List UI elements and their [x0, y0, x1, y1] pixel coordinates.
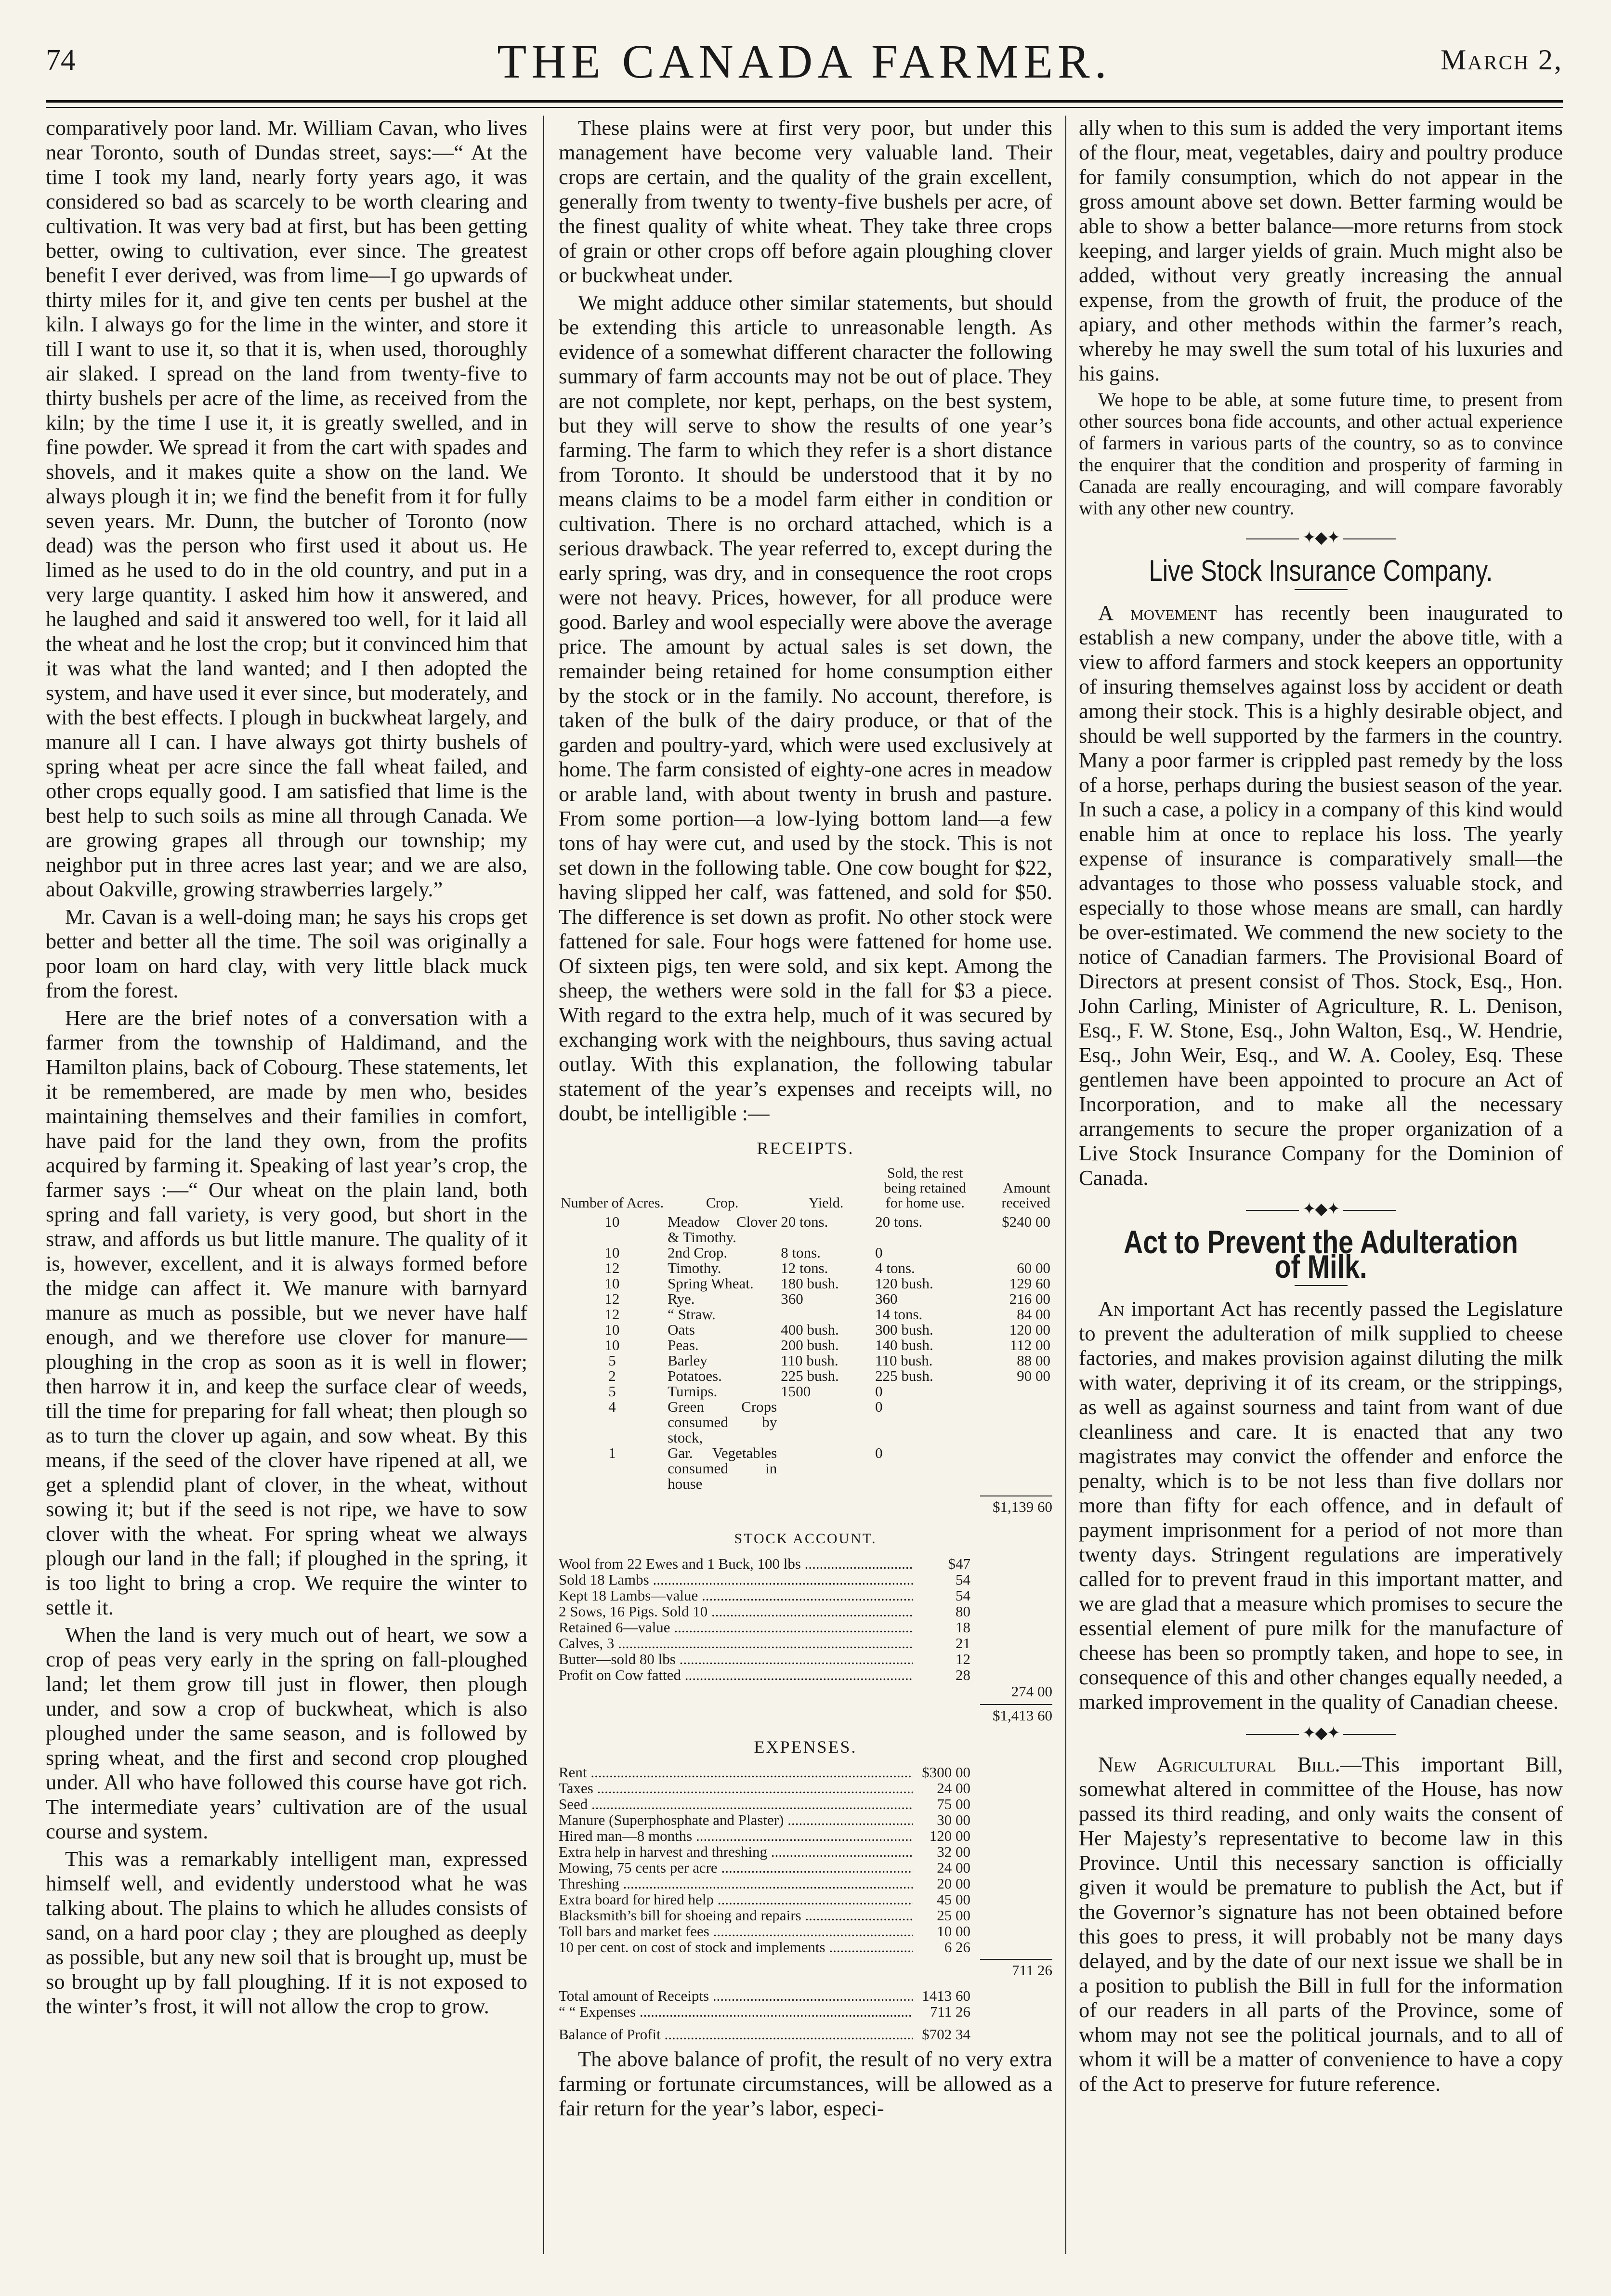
receipts-cell: 200 bush.: [781, 1337, 839, 1353]
expense-row: [559, 1780, 1052, 1796]
receipts-cell: 12: [604, 1260, 620, 1276]
page-number: 74: [46, 44, 76, 77]
stock-amount: 28: [956, 1666, 970, 1683]
article-paragraph: This was a remarkably intelligent man, expressed himself well, and evidently understood what he was talking about. The plains to which he alludes consists of sand, on a hard poor clay ; they are ploughed as deeply as possible, but any new soil that is brought up, must be so brought up by fall ploughing. If it is not exposed to the winter’s frost, it will not allow the crop to grow.: [46, 1847, 527, 2018]
receipts-row: [559, 1384, 1052, 1399]
receipts-cell: 10: [604, 1337, 620, 1353]
receipts-row: [559, 1445, 1052, 1492]
expense-row: [559, 1939, 1052, 1955]
section-heading-insurance: Live Stock Insurance Company.: [1149, 554, 1493, 588]
receipts-cell: 2: [608, 1367, 616, 1384]
receipts-cell: 20 tons.: [781, 1213, 828, 1230]
receipts-row: [559, 1245, 1052, 1260]
heading-rule: [1295, 1285, 1348, 1286]
expense-amount: 30 00: [937, 1811, 970, 1828]
receipts-cell: Turnips.: [668, 1383, 718, 1400]
receipts-cell: 5: [608, 1352, 616, 1369]
stock-amount: 21: [956, 1635, 970, 1652]
expense-row: [559, 1764, 1052, 1780]
receipts-table: [559, 1166, 1052, 1492]
receipts-cell: [977, 1245, 1052, 1260]
receipts-cell: Rye.: [668, 1290, 695, 1307]
receipts-cell: 140 bush.: [875, 1337, 933, 1353]
receipts-cell: 2nd Crop.: [668, 1244, 728, 1261]
article-paragraph: We hope to be able, at some future time, to present from other sources bona fide accounts, and other actual experience of farmers in various parts of the country, so as to convince the enquirer that the condition and prosperity of farming in Canada are really encouraging, and will compare favorably with any other new country.: [1079, 389, 1563, 519]
stock-row: [559, 1651, 1052, 1667]
receipts-cell: 0: [875, 1398, 883, 1415]
receipts-cell: 90 00: [1017, 1367, 1050, 1384]
receipts-cell: 180 bush.: [781, 1275, 839, 1292]
expense-label: Extra board for hired help .....: [559, 1891, 913, 1907]
receipts-row: [559, 1353, 1052, 1368]
col-header-crop: Crop.: [706, 1195, 739, 1211]
receipts-cell: 225 bush.: [781, 1367, 839, 1384]
receipts-cell: “ Straw.: [668, 1306, 716, 1323]
stock-row: [559, 1667, 1052, 1683]
article-paragraph: We might adduce other similar statements, but should be extending this article to unreasonable length. As evidence of a somewhat different character the following summary of farm accounts may not be out of place. They are not complete, nor kept, perhaps, on the best system, but they will serve to show the results of one year’s farming. The farm to which they refer is a short distance from Toronto. It should be understood that it by no means claims to be a model farm either in condition or cultivation. There is no orchard attached, which is a serious drawback. The year referred to, except during the early spring, was dry, and in consequence the root crops were not heavy. Prices, however, for all produce were good. Barley and wool especially were above the average price. The amount by actual sales is set down, the remainder being retained for home consumption either by the stock or in the family. No account, therefore, is taken of the bulk of the dairy produce, or that of the garden and poultry-yard, which were used exclusively at home. The farm consisted of eighty-one acres in meadow or arable land, with about twenty in brush and pasture. From some portion—a low-lying bottom land—a few tons of hay were cut, and used by the stock. This is not set down in the following table. One cow bought for $22, having slipped her calf, was fattened, and sold for $50. The difference is set down as profit. No other stock were fattened for sale. Four hogs were fattened for home use. Of sixteen pigs, ten were sold, and six kept. Among the sheep, the wethers were sold in the fall for $3 a piece. With regard to the extra help, much of it was secured by exchanging work with the neighbours, thus saving actual outlay. With this explanation, the following tabular statement of the year’s expenses and receipts will, no doubt, be intelligible :—: [559, 290, 1052, 1125]
expense-row: [559, 1907, 1052, 1923]
section-ornament: ✦◆✦: [1079, 1197, 1563, 1221]
receipts-cell: 0: [875, 1444, 883, 1461]
heading-rule: [1295, 589, 1348, 590]
expense-label: Blacksmith’s bill for shoeing and repairs .....: [559, 1907, 913, 1923]
receipts-cell: 112 00: [1009, 1337, 1050, 1353]
stock-row: [559, 1635, 1052, 1651]
stock-label: Kept 18 Lambs—value .....: [559, 1588, 913, 1603]
expense-amount: 45 00: [937, 1891, 970, 1908]
header-rule-thin: [46, 107, 1563, 108]
stock-label: Sold 18 Lambs .....: [559, 1572, 913, 1588]
receipts-cell: $240 00: [1002, 1213, 1050, 1230]
receipts-cell: 10: [604, 1244, 620, 1261]
receipts-cell: [977, 1384, 1052, 1399]
header-rule: [46, 100, 1563, 103]
expense-amount: 24 00: [937, 1780, 970, 1797]
column-3: [1079, 116, 1563, 2269]
receipts-cell: Green Crops consumed by stock,: [668, 1398, 777, 1446]
stock-label: 2 Sows, 16 Pigs. Sold 10 .....: [559, 1603, 913, 1619]
receipts-cell: Gar. Vegetables consumed in house: [668, 1444, 777, 1492]
receipts-cell: Meadow Clover & Timothy.: [668, 1213, 777, 1246]
receipts-cell: Potatoes.: [668, 1367, 722, 1384]
section-ornament: ✦◆✦: [1079, 1721, 1563, 1745]
stock-amount: 12: [956, 1651, 970, 1667]
receipts-cell: Peas.: [668, 1337, 699, 1353]
receipts-cell: 10: [604, 1213, 620, 1230]
receipts-cell: Oats: [668, 1321, 695, 1338]
issue-date: March 2,: [1440, 44, 1563, 76]
receipts-cell: 10: [604, 1275, 620, 1292]
masthead-title: THE CANADA FARMER.: [497, 35, 1112, 88]
receipts-cell: 5: [608, 1383, 616, 1400]
stock-row: [559, 1619, 1052, 1635]
expense-label: Threshing .....: [559, 1876, 913, 1891]
receipts-cell: 60 00: [1017, 1260, 1050, 1276]
expense-label: Hired man—8 months .....: [559, 1828, 913, 1844]
receipts-cell: 120 00: [1009, 1321, 1050, 1338]
stock-amount: 54: [956, 1571, 970, 1588]
agricultural-bill-paragraph: New Agricultural Bill.—This important Bill, somewhat altered in committee of the House, has now passed its third reading, and only waits the consent of Her Majesty’s representative to become law in this Province. Until this necessary sanction is officially given it would be premature to publish the Act, but if the Governor’s signature has not been obtained before this goes to press, it will probably not be many days delayed, and by the date of our next issue we shall be in a position to publish the Bill in full for the information of our readers in all parts of the Province, some of whom may not see the political journals, and to all of whom it will be a matter of convenience to have a copy of the Act to preserve for future reference.: [1079, 1752, 1563, 2096]
section-ornament: ✦◆✦: [1079, 525, 1563, 550]
expense-label: 10 per cent. on cost of stock and implements .....: [559, 1939, 913, 1955]
receipts-cell: 8 tons.: [781, 1244, 821, 1261]
receipts-cell: Barley: [668, 1352, 707, 1369]
receipts-row: [559, 1322, 1052, 1338]
article-paragraph: Here are the brief notes of a conversation with a farmer from the township of Haldimand, and the Hamilton plains, back of Cobourg. These statements, let it be remembered, are made by men who, besides maintaining themselves and their families in comfort, have paid for the land they own, from the profits acquired by farming it. Speaking of last year’s crop, the farmer says :—“ Our wheat on the plain land, both spring and fall variety, is very good, but short in the straw, and affords us but little manure. The quality of it is, however, excellent, and it is always formed before the midge can affect it. We manure with barnyard manure as much as possible, but we never have half enough, and we therefore use clover for manure—ploughing in the crop as soon as it is well in flower; then harrow it in, and keep the surface clear of weeds, till the time for preparing for fall wheat; then plough so as to turn the clover up again, and sow wheat. By this means, if the seed of the clover have ripened at all, we get a splendid plant of clover, in the wheat, without sowing it; but if the seed is not ripe, we have to sow clover with the wheat. For spring wheat we always plough our land in the fall; if ploughed in the spring, it is too light to bring a crop. We require the winter to settle it.: [46, 1006, 527, 1619]
receipts-total: $1,139 60: [559, 1492, 1052, 1516]
summary-receipts: Total amount of Receipts ..... 1413 60: [559, 1988, 1052, 2004]
expense-label: Mowing, 75 cents per acre .....: [559, 1860, 913, 1876]
receipts-row: [559, 1291, 1052, 1307]
stock-row: [559, 1556, 1052, 1572]
expense-row: [559, 1876, 1052, 1891]
receipts-cell: 360: [781, 1290, 803, 1307]
expenses-title: EXPENSES.: [754, 1737, 857, 1757]
column-2: [559, 116, 1052, 2269]
receipts-cell: [779, 1445, 873, 1492]
expense-row: [559, 1891, 1052, 1907]
stock-account: [559, 1556, 1052, 1683]
expense-row: [559, 1844, 1052, 1860]
expense-amount: 25 00: [937, 1907, 970, 1924]
expense-amount: 75 00: [937, 1796, 970, 1812]
col-header-amount: Amount received: [1001, 1180, 1050, 1211]
receipts-cell: Timothy.: [668, 1260, 721, 1276]
expense-label: Seed .....: [559, 1796, 913, 1812]
receipts-header-row: [559, 1166, 1052, 1214]
expense-amount: 20 00: [937, 1875, 970, 1892]
receipts-cell: 300 bush.: [875, 1321, 933, 1338]
expense-row: [559, 1812, 1052, 1828]
stock-row: [559, 1572, 1052, 1588]
col-header-yield: Yield.: [808, 1195, 844, 1211]
receipts-cell: 84 00: [1017, 1306, 1050, 1323]
expense-amount: 10 00: [937, 1923, 970, 1940]
stock-label: Calves, 3 .....: [559, 1635, 913, 1651]
expense-label: Extra help in harvest and threshing .....: [559, 1844, 913, 1860]
expense-amount: 6 26: [944, 1939, 970, 1955]
stock-title: STOCK ACCOUNT.: [734, 1531, 877, 1547]
insurance-paragraph: A movement has recently been inaugurated to establish a new company, under the above title, with a view to afford farmers and stock keepers an opportunity of insuring themselves against loss by accident or death among their stock. This is a highly desirable object, and should be well supported by the farmers in the country. Many a poor farmer is crippled past remedy by the loss of a horse, perhaps during the busiest season of the year. In such a case, a policy in a company of this kind would enable him at once to replace his loss. The yearly expense of insurance is comparatively small—the advantages to those who possess valuable stock, and especially to those whose means are small, can hardly be over-estimated. We commend the new society to the notice of Canadian farmers. The Provisional Board of Directors at present consist of Thos. Stock, Esq., Hon. John Carling, Minister of Agriculture, R. L. Denison, Esq., F. W. Stone, Esq., John Walton, Esq., W. Hendrie, Esq., John Weir, Esq., and W. A. Cooley, Esq. These gentlemen have been appointed to procure an Act of Incorporation, and to make all the necessary arrangements to secure the proper organization of a Live Stock Insurance Company for the Dominion of Canada.: [1079, 601, 1563, 1190]
stock-label: Retained 6—value .....: [559, 1619, 913, 1635]
stock-amount: $47: [948, 1555, 970, 1572]
stock-row: [559, 1603, 1052, 1619]
article-paragraph: These plains were at first very poor, but under this management have become very valuable land. Their crops are certain, and the quality of the grain excellent, generally from twenty to twenty-five bushels per acre, of the finest quality of white wheat. They take three crops of grain or other crops off before again ploughing clover or buckwheat under.: [559, 116, 1052, 287]
receipts-cell: [779, 1399, 873, 1445]
stock-label: Wool from 22 Ewes and 1 Buck, 100 lbs .....: [559, 1556, 913, 1572]
receipts-title: RECEIPTS.: [757, 1139, 854, 1158]
receipts-cell: 110 bush.: [875, 1352, 933, 1369]
stock-row: [559, 1588, 1052, 1603]
expense-row: [559, 1796, 1052, 1812]
section-heading-milk: Act to Prevent the Adulteration of Milk.: [1124, 1224, 1518, 1285]
col-header-acres: Number of Acres.: [561, 1195, 664, 1211]
expenses-list: [559, 1764, 1052, 1955]
receipts-cell: 0: [875, 1244, 883, 1261]
stock-amount: 80: [956, 1603, 970, 1620]
receipts-cell: 1: [608, 1444, 616, 1461]
column-divider: [543, 116, 544, 2254]
receipts-cell: 14 tons.: [875, 1306, 923, 1323]
stock-amount: 54: [956, 1587, 970, 1604]
expense-label: Taxes .....: [559, 1780, 913, 1796]
expenses-total: 711 26: [559, 1955, 1052, 1979]
receipts-cell: 88 00: [1017, 1352, 1050, 1369]
receipts-cell: 0: [875, 1383, 883, 1400]
article-paragraph: The above balance of profit, the result of no very extra farming or fortunate circumstances, will be allowed as a fair return for the year’s labor, especi-: [559, 2047, 1052, 2120]
stock-amount: 18: [956, 1619, 970, 1636]
column-1: [46, 116, 527, 2269]
receipts-cell: [977, 1399, 1052, 1445]
receipts-row: [559, 1260, 1052, 1276]
receipts-cell: 400 bush.: [781, 1321, 839, 1338]
grand-total: $1,413 60: [559, 1700, 1052, 1724]
receipts-cell: 216 00: [1009, 1290, 1050, 1307]
article-paragraph: Mr. Cavan is a well-doing man; he says his crops get better and better all the time. The soil was originally a poor loam on hard clay, with very little black muck from the forest.: [46, 905, 527, 1002]
receipts-cell: [779, 1307, 873, 1322]
col-header-sold: Sold, the rest being retained for home use.: [884, 1165, 967, 1211]
expense-label: Rent .....: [559, 1764, 913, 1780]
receipts-row: [559, 1276, 1052, 1291]
receipts-cell: 110 bush.: [781, 1352, 838, 1369]
expense-amount: 32 00: [937, 1843, 970, 1860]
receipts-row: [559, 1399, 1052, 1445]
receipts-cell: 4: [608, 1398, 616, 1415]
receipts-row: [559, 1214, 1052, 1245]
expense-label: Manure (Superphosphate and Plaster) .....: [559, 1812, 913, 1828]
page-header: [46, 34, 1563, 101]
receipts-cell: Spring Wheat.: [668, 1275, 754, 1292]
receipts-row: [559, 1307, 1052, 1322]
stock-label: Butter—sold 80 lbs .....: [559, 1651, 913, 1667]
receipts-cell: [977, 1445, 1052, 1492]
expense-row: [559, 1923, 1052, 1939]
stock-label: Profit on Cow fatted .....: [559, 1667, 913, 1683]
expense-row: [559, 1860, 1052, 1876]
expense-amount: 120 00: [929, 1827, 970, 1844]
receipts-cell: 1500: [781, 1383, 811, 1400]
milk-paragraph: An important Act has recently passed the Legislature to prevent the adulteration of milk supplied to cheese factories, and makes provision against diluting the milk with water, depriving it of its cream, or the strippings, as well as against sourness and taint from want of due cleanliness and care. It is enacted that any two magistrates may convict the offender and enforce the penalty, which is to be not less than five dollars nor more than fifty for each offence, and in default of payment imprisonment for a period of not more than twenty days. Stringent regulations are imperatively called for to prevent fraud in this important matter, and we are glad that a measure which promises to secure the essential element of pure milk for the manufacture of cheese has been so promptly taken, and hope to see, in consequence of this and other changes equally needed, a marked improvement in the quality of Canadian cheese.: [1079, 1297, 1563, 1714]
receipts-cell: 12 tons.: [781, 1260, 828, 1276]
column-divider: [1065, 116, 1066, 2254]
receipts-cell: 10: [604, 1321, 620, 1338]
receipts-cell: 20 tons.: [875, 1213, 923, 1230]
stock-subtotal: 274 00: [1011, 1683, 1052, 1700]
receipts-cell: 120 bush.: [875, 1275, 933, 1292]
expense-amount: 24 00: [937, 1859, 970, 1876]
expense-label: Toll bars and market fees .....: [559, 1923, 913, 1939]
article-paragraph: ally when to this sum is added the very important items of the flour, meat, vegetables, dairy and poultry produce for family consumption, which do not appear in the gross amount above set down. Better farming would be able to show a better balance—more returns from stock keeping, and larger yields of grain. Much might also be added, without very greatly increasing the annual expense, from the growth of fruit, the produce of the apiary, and other methods within the farmer’s reach, whereby he may swell the sum total of his luxuries and his gains.: [1079, 116, 1563, 385]
receipts-cell: 225 bush.: [875, 1367, 933, 1384]
receipts-cell: 4 tons.: [875, 1260, 915, 1276]
receipts-row: [559, 1338, 1052, 1353]
article-paragraph: When the land is very much out of heart, we sow a crop of peas very early in the spring on fall-ploughed land; let them grow till just in flower, then plough under, and sow a crop of buckwheat, which is also ploughed under the same season, and is followed by spring wheat, and the first and second crop ploughed under. All who have followed this course have got rich. The intermediate years’ cultivation are of the usual course and system.: [46, 1623, 527, 1843]
article-paragraph: comparatively poor land. Mr. William Cavan, who lives near Toronto, south of Dundas street, says:—“ At the time I took my land, nearly forty years ago, it was considered so bad as scarcely to be worth clearing and cultivation. It was very bad at first, but has been getting better, owing to cultivation, ever since. The greatest benefit I ever derived, was from lime—I go upwards of thirty miles for it, and give ten cents per bushel at the kiln. I always go for the lime in the winter, and store it till I want to use it, so that it is, when used, thoroughly air slaked. I spread on the land from twenty-five to thirty bushels per acre of the lime, as received from the kiln; by the time I use it, it is greatly swelled, and in fine powder. We spread it from the cart with spades and shovels, and it makes quite a show on the land. We always plough it in; we find the benefit from it for fully seven years. Mr. Dunn, the butcher of Toronto (now dead) was the person who first used it about us. He limed as he used to do in the old country, and put in a very large quantity. I asked him how it answered, and he laughed and said it answered too well, for it laid all the wheat and he lost the crop; but it convinced him that it was what the land wanted; and I then adopted the system, and have used it ever since, but moderately, and with the best effects. I plough in buckwheat largely, and manure all I can. I have always got thirty bushels of spring wheat per acre since the fall wheat failed, and other crops equally good. I am satisfied that lime is the best help to such soils as mine all through Canada. We are growing grapes all through our township; my neighbor put in three acres last year; and we are also, about Oakville, growing strawberries largely.”: [46, 116, 527, 901]
receipts-row: [559, 1368, 1052, 1384]
expense-amount: $300 00: [922, 1764, 970, 1781]
receipts-cell: 360: [875, 1290, 898, 1307]
summary-expenses: “ “ Expenses ..... 711 26: [559, 2004, 1052, 2020]
receipts-cell: 129 60: [1009, 1275, 1050, 1292]
summary-balance: Balance of Profit ..... $702 34: [559, 2026, 1052, 2042]
expense-row: [559, 1828, 1052, 1844]
receipts-cell: 12: [604, 1306, 620, 1323]
receipts-cell: 12: [604, 1290, 620, 1307]
